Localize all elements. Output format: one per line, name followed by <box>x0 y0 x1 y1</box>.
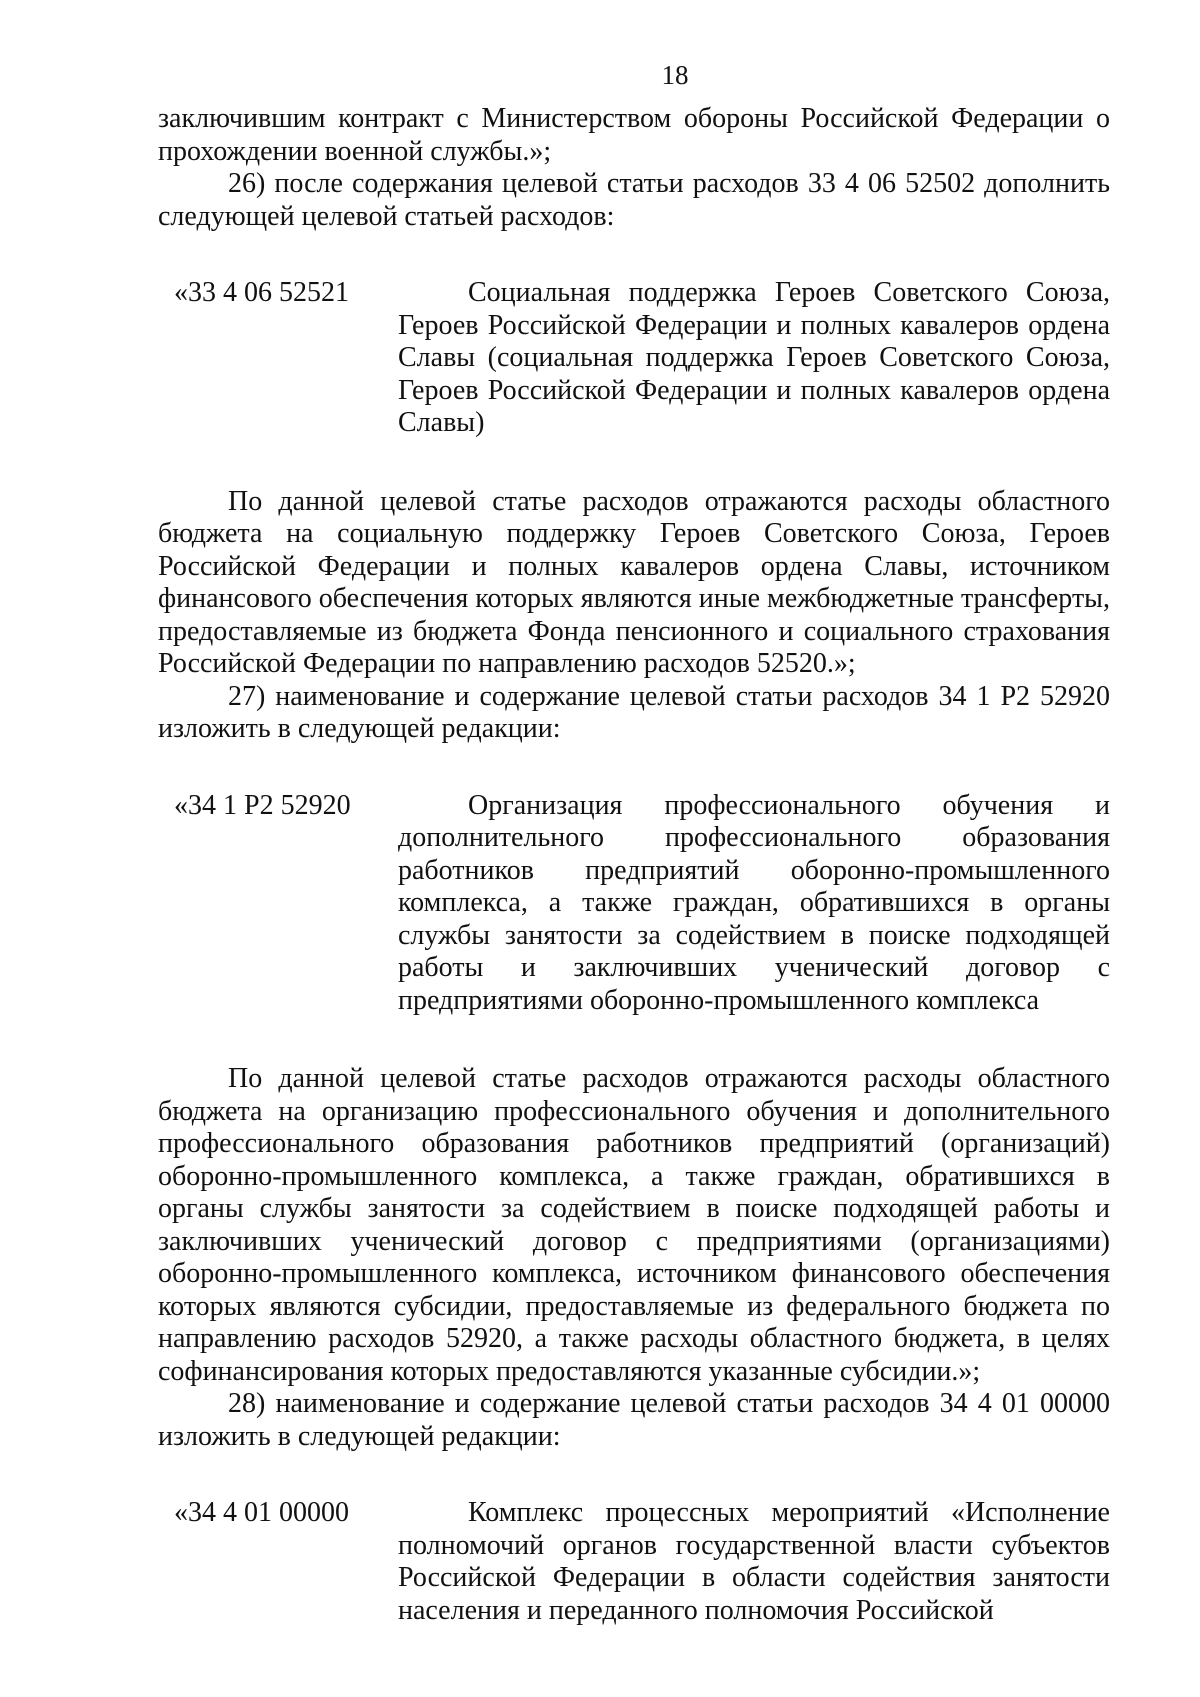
paragraph-item-26: 26) после содержания целевой статьи расходов 33 4 06 52502 дополнить следующей целевой статьей расходов: <box>158 168 1110 232</box>
page-number: 18 <box>661 60 689 90</box>
budget-entry-description: Организация профессионального обучения и дополнительного профессионального образования работников предприятий оборонно-промышленного комплекса, а также граждан, обратившихся в органы службы занятости за содействием в поиске подходящей работы и заключивших ученический договор с предприятиями оборонно-промышленного комплекса <box>398 789 1110 1016</box>
budget-entry-description: Социальная поддержка Героев Советского Союза, Героев Российской Федерации и полных кавалеров ордена Славы (социальная поддержка Героев Советского Союза, Героев Российской Федерации и полных кавалеров ордена Славы) <box>398 277 1110 438</box>
budget-code: «33 4 06 52521 <box>174 277 349 308</box>
budget-entry-34-4-01-00000 <box>158 1497 1110 1627</box>
budget-code: «34 1 Р2 52920 <box>174 789 351 821</box>
paragraph-item-28: 28) наименование и содержание целевой статьи расходов 34 4 01 00000 изложить в следующей редакции: <box>158 1388 1110 1452</box>
paragraph-explanation: По данной целевой статье расходов отражаются расходы областного бюджета на социальную поддержку Героев Советского Союза, Героев Российской Федерации и полных кавалеров ордена Славы, источником финансового обеспечения которых являются иные межбюджетные трансферты, предоставляемые из бюджета Фонда пенсионного и социального страхования Российской Федерации по направлению расходов 52520.»; <box>158 485 1110 679</box>
budget-code: «34 4 01 00000 <box>174 1497 349 1528</box>
budget-entry-description: Комплекс процессных мероприятий «Исполнение полномочий органов государственной власти субъектов Российской Федерации в области содействия занятости населения и переданного полномочия Российской <box>398 1497 1110 1626</box>
paragraph-continuation: заключившим контракт с Министерством обороны Российской Федерации о прохождении военной службы.»; <box>158 103 1110 167</box>
document-body <box>158 103 1110 1627</box>
budget-entry-34-1-p2-52920 <box>158 790 1110 1018</box>
paragraph-item-27: 27) наименование и содержание целевой статьи расходов 34 1 Р2 52920 изложить в следующей редакции: <box>158 680 1110 744</box>
paragraph-explanation: По данной целевой статье расходов отражаются расходы областного бюджета на организацию профессионального обучения и дополнительного профессионального образования работников предприятий (организаций) оборонно-промышленного комплекса, а также граждан, обратившихся в органы службы занятости за содействием в поиске подходящей работы и заключивших ученический договор с предприятиями (организациями) оборонно-промышленного комплекса, источником финансового обеспечения которых являются субсидии, предоставляемые из федерального бюджета по направлению расходов 52920, а также расходы областного бюджета, в целях софинансирования которых предоставляются указанные субсидии.»; <box>158 1063 1110 1387</box>
budget-entry-33-4-06-52521 <box>158 277 1110 440</box>
